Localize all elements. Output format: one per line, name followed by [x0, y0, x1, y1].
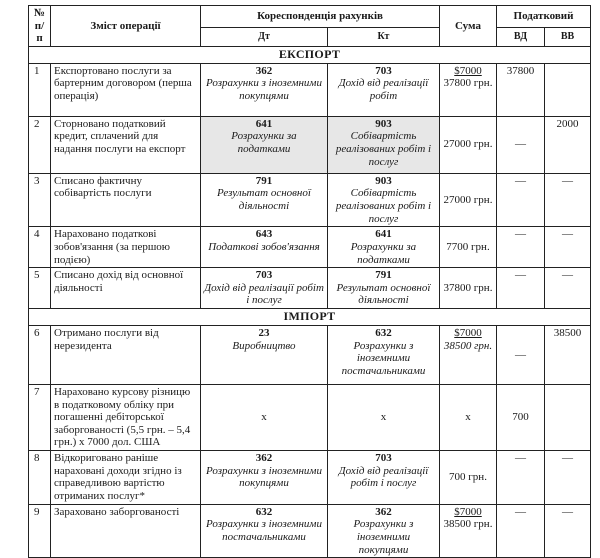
- sum-uah: 700 грн.: [449, 471, 487, 484]
- section-export-label: ЕКСПОРТ: [29, 46, 591, 63]
- row-dt: [201, 451, 328, 505]
- row-vd: —: [497, 268, 545, 309]
- header-row: [29, 6, 591, 28]
- row-sum: [440, 268, 497, 309]
- kt-name: Дохід від реалізації робіт: [338, 77, 429, 102]
- row-num: 4: [29, 227, 51, 268]
- row-operation: Нараховано податкові зобов'язання (за першою подією): [51, 227, 201, 268]
- kt-name: х: [380, 411, 387, 424]
- row-num: 1: [29, 63, 51, 116]
- row-vd: —: [497, 227, 545, 268]
- header-tax: Податковий: [497, 6, 591, 28]
- row-sum: [440, 384, 497, 450]
- row-sum: [440, 116, 497, 173]
- row-kt: [328, 384, 440, 450]
- row-num: 6: [29, 325, 51, 384]
- table-row: [29, 63, 591, 116]
- row-operation: Експортовано послуги за бартерним договором (перша операція): [51, 63, 201, 116]
- header-correspondence: Кореспонденція рахунків: [201, 6, 440, 28]
- row-kt: [328, 504, 440, 558]
- kt-code: 641: [375, 228, 392, 241]
- row-kt: [328, 325, 440, 384]
- row-kt: [328, 227, 440, 268]
- table-row: [29, 504, 591, 558]
- row-operation: Сторновано податковий кредит, сплачений для надання послуги на експорт: [51, 116, 201, 173]
- sum-uah: 27000 грн.: [443, 138, 493, 151]
- row-num: 8: [29, 451, 51, 505]
- row-operation: Відкориговано раніше нараховані доходи згідно із справедливою вартістю отриманих послуг*: [51, 451, 201, 505]
- row-vv: —: [545, 173, 591, 227]
- sum-uah: 38500 грн.: [443, 339, 493, 352]
- row-num: 3: [29, 173, 51, 227]
- row-vv: [545, 63, 591, 116]
- dt-code: 791: [255, 174, 273, 187]
- header-dt: Дт: [201, 28, 328, 47]
- row-num: 5: [29, 268, 51, 309]
- header-num: № п/п: [29, 6, 51, 47]
- row-kt: [328, 451, 440, 505]
- sum-usd: $7000: [454, 64, 482, 77]
- row-sum: [440, 63, 497, 116]
- sum-usd: $7000: [454, 505, 482, 518]
- header-kt: Кт: [328, 28, 440, 47]
- dt-name: Податкові зобов'язання: [208, 240, 320, 253]
- kt-code: 632: [375, 326, 392, 339]
- row-num: 9: [29, 504, 51, 558]
- table-row: [29, 384, 591, 450]
- table-row: [29, 268, 591, 309]
- section-import-label: ІМПОРТ: [29, 309, 591, 326]
- row-sum: [440, 504, 497, 558]
- header-vv: ВВ: [545, 28, 591, 47]
- sum-uah: 38500 грн.: [443, 518, 493, 531]
- dt-name: Результат основної діяльності: [217, 187, 311, 212]
- header-vd: ВД: [497, 28, 545, 47]
- kt-name: Собівартість реалізованих робіт і послуг: [335, 130, 432, 168]
- row-dt: [201, 325, 328, 384]
- dt-name: Розрахунки з іноземними покупцями: [206, 464, 322, 490]
- row-dt: [201, 384, 328, 450]
- kt-code: 362: [375, 505, 392, 518]
- row-dt: [201, 63, 328, 116]
- row-operation: Отримано послуги від нерезидента: [51, 325, 201, 384]
- row-kt: [328, 116, 440, 173]
- dt-code: 643: [255, 228, 273, 241]
- row-kt: [328, 173, 440, 227]
- sum-uah: 7700 грн.: [446, 240, 490, 253]
- row-num: 2: [29, 116, 51, 173]
- kt-name: Розрахунки за податками: [350, 240, 417, 266]
- table-row: [29, 227, 591, 268]
- dt-code: 23: [258, 326, 270, 339]
- kt-code: 791: [375, 269, 392, 282]
- row-vd: —: [497, 504, 545, 558]
- sum-uah: 37800 грн.: [443, 77, 493, 90]
- dt-name: Розрахунки з іноземними покупцями: [206, 77, 322, 102]
- dt-name: х: [261, 411, 267, 424]
- row-vv: —: [545, 227, 591, 268]
- row-vd: 700: [497, 384, 545, 450]
- operations-table: [28, 5, 591, 558]
- dt-code: 632: [255, 505, 273, 518]
- kt-code: 703: [375, 64, 392, 77]
- dt-name: Дохід від реалізації робіт і послуг: [204, 281, 324, 307]
- dt-name: Розрахунки за податками: [231, 130, 297, 155]
- row-vv: —: [545, 504, 591, 558]
- row-kt: [328, 268, 440, 309]
- table-row: [29, 451, 591, 505]
- row-vd: —: [497, 173, 545, 227]
- table-row: [29, 325, 591, 384]
- row-dt: [201, 116, 328, 173]
- row-dt: [201, 227, 328, 268]
- row-vv: 38500: [545, 325, 591, 384]
- dt-name: Розрахунки з іноземними постачальниками: [206, 518, 322, 543]
- sum-value: х: [465, 411, 471, 424]
- sum-uah: 27000 грн.: [443, 193, 493, 206]
- row-dt: [201, 504, 328, 558]
- table-row: [29, 173, 591, 227]
- row-vd: —: [497, 325, 545, 384]
- kt-code: 903: [375, 117, 392, 130]
- row-operation: Списано фактичну собівартість послуги: [51, 173, 201, 227]
- row-operation: Зараховано заборгованості: [51, 504, 201, 558]
- header-sum: Сума: [440, 6, 497, 47]
- row-vv: [545, 384, 591, 450]
- row-vd: 37800: [497, 63, 545, 116]
- row-sum: [440, 173, 497, 227]
- row-kt: [328, 63, 440, 116]
- kt-name: Дохід від реалізації робіт і послуг: [338, 464, 429, 490]
- row-dt: [201, 173, 328, 227]
- dt-code: 362: [255, 64, 273, 77]
- row-operation: Списано дохід від основної діяльності: [51, 268, 201, 309]
- sum-uah: 37800 грн.: [443, 281, 493, 294]
- row-num: 7: [29, 384, 51, 450]
- dt-code: 641: [255, 117, 273, 130]
- kt-name: Розрахунки з іноземними постачальниками: [341, 339, 426, 377]
- kt-name: Собівартість реалізованих робіт і послуг: [335, 187, 432, 225]
- section-import: [29, 309, 591, 326]
- row-sum: [440, 451, 497, 505]
- sum-usd: $7000: [454, 326, 482, 339]
- row-vv: —: [545, 451, 591, 505]
- kt-name: Розрахунки з іноземними покупцями: [353, 518, 414, 556]
- row-sum: [440, 227, 497, 268]
- row-vv: —: [545, 268, 591, 309]
- row-vd: —: [497, 451, 545, 505]
- table-row: [29, 116, 591, 173]
- row-operation: Нараховано курсову різницю в податковому обліку при погашенні дебіторської заборгованості (5,5 грн. – 5,4 грн.) х 7000 дол. США: [51, 384, 201, 450]
- row-vd: —: [497, 116, 545, 173]
- section-export: [29, 46, 591, 63]
- row-vv: 2000: [545, 116, 591, 173]
- header-operation: Зміст операції: [51, 6, 201, 47]
- kt-code: 703: [375, 452, 392, 465]
- dt-code: 703: [255, 269, 273, 282]
- dt-code: 362: [255, 452, 273, 465]
- kt-code: 903: [375, 174, 392, 187]
- row-dt: [201, 268, 328, 309]
- dt-name: Виробництво: [232, 339, 296, 352]
- kt-name: Результат основної діяльності: [336, 281, 431, 307]
- row-sum: [440, 325, 497, 384]
